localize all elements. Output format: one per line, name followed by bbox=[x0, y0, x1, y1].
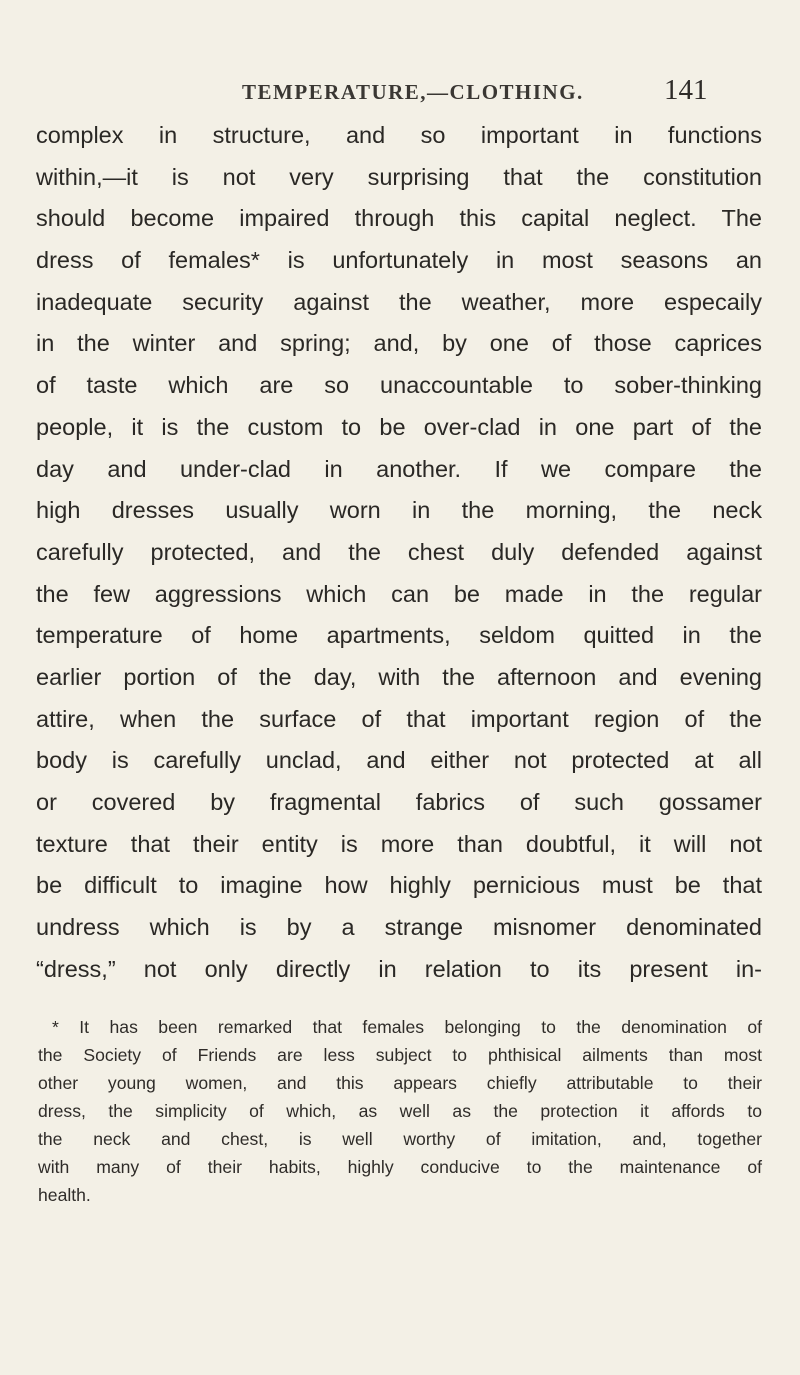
footnote-line: * It has been remarked that females belonging to the denomination of bbox=[52, 1017, 762, 1037]
text-line: in the winter and spring; and, by one of those caprices bbox=[36, 330, 762, 357]
text-line: of taste which are so unaccountable to sober-thinking bbox=[36, 372, 762, 399]
text-line: texture that their entity is more than doubtful, it will not bbox=[36, 830, 762, 857]
text-line: be difficult to imagine how highly pernicious must be that bbox=[36, 872, 762, 899]
footnote-line: dress, the simplicity of which, as well as the protection it affords to bbox=[38, 1101, 762, 1121]
text-line: or covered by fragmental fabrics of such gossamer bbox=[36, 789, 762, 815]
text-line: temperature of home apartments, seldom quitted in the bbox=[36, 622, 762, 649]
footnote-line: with many of their habits, highly conducive to the maintenance of bbox=[38, 1157, 762, 1177]
text-line: complex in structure, and so important in functions bbox=[36, 122, 762, 148]
text-line: should become impaired through this capital neglect. The bbox=[36, 205, 762, 232]
page-header bbox=[0, 72, 800, 106]
text-line: the few aggressions which can be made in the regular bbox=[36, 580, 762, 607]
text-line: body is carefully unclad, and either not protected at all bbox=[36, 747, 762, 774]
text-line: attire, when the surface of that important region of the bbox=[36, 705, 762, 732]
footnote-line: the Society of Friends are less subject to phthisical ailments than most bbox=[38, 1045, 762, 1065]
text-line: within,—it is not very surprising that the constitution bbox=[36, 163, 762, 190]
text-line: undress which is by a strange misnomer denominated bbox=[36, 914, 762, 941]
footnote-line: health. bbox=[38, 1185, 91, 1205]
page-number: 141 bbox=[664, 74, 708, 106]
running-title: TEMPERATURE,—CLOTHING. bbox=[242, 80, 584, 104]
text-line: people, it is the custom to be over-clad in one part of the bbox=[36, 413, 762, 440]
text-line: carefully protected, and the chest duly defended against bbox=[36, 538, 762, 565]
text-line: dress of females* is unfortunately in most seasons an bbox=[36, 247, 762, 274]
text-line: high dresses usually worn in the morning, the neck bbox=[36, 497, 762, 524]
footnote bbox=[38, 1013, 762, 1209]
main-text bbox=[36, 115, 762, 990]
footnote-line: the neck and chest, is well worthy of imitation, and, together bbox=[38, 1129, 762, 1149]
footnote-line: other young women, and this appears chiefly attributable to their bbox=[38, 1073, 762, 1093]
text-line: earlier portion of the day, with the afternoon and evening bbox=[36, 663, 762, 690]
text-line: inadequate security against the weather, more especaily bbox=[36, 288, 762, 315]
text-line: day and under-clad in another. If we compare the bbox=[36, 455, 762, 482]
text-line: “dress,” not only directly in relation to its present in- bbox=[36, 955, 762, 982]
